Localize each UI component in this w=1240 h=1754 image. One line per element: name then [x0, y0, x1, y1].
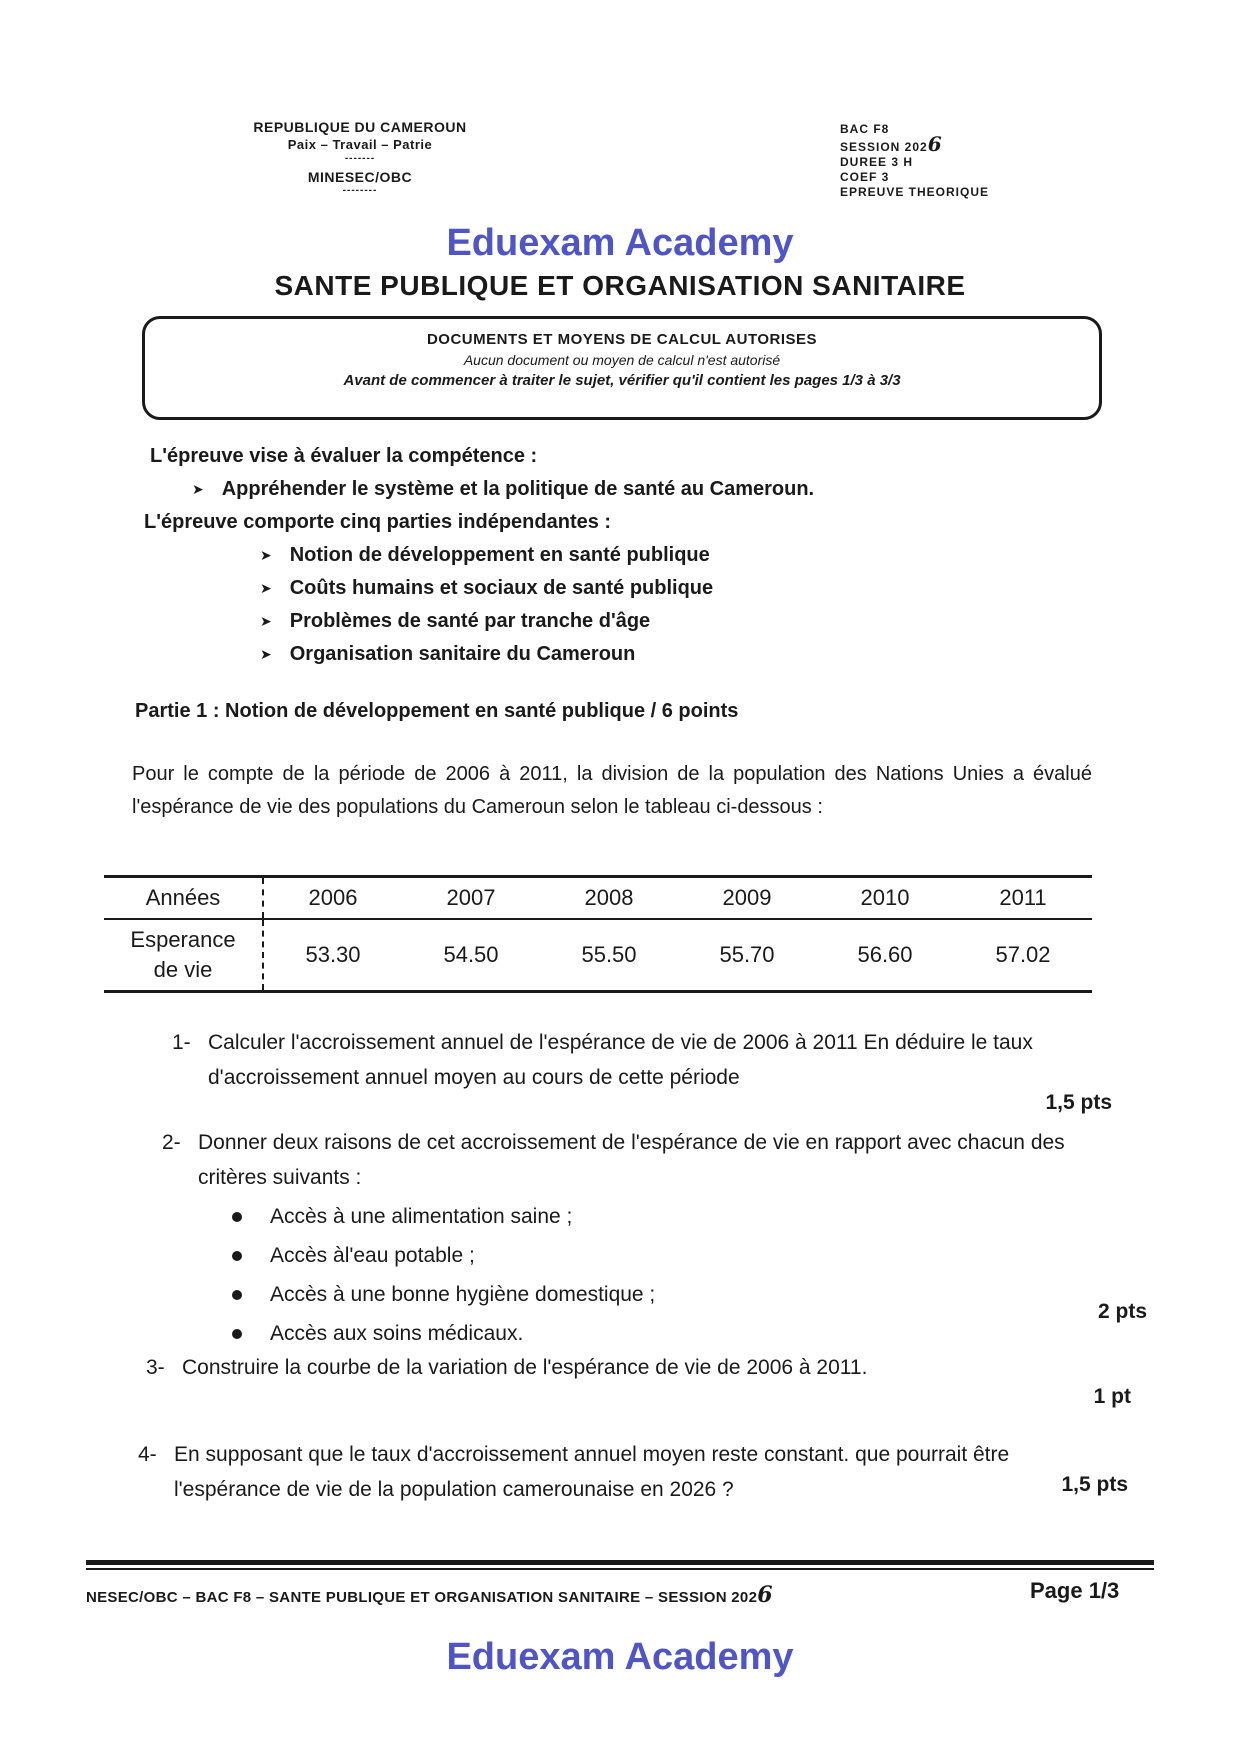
exam-name: BAC F8 — [840, 122, 890, 136]
question-text: Donner deux raisons de cet accroissement de l'espérance de vie en rapport avec chacun des critères suivants : — [198, 1131, 1065, 1189]
part-list-item — [150, 572, 1050, 605]
arrowhead-icon: ➤ — [260, 646, 272, 662]
documents-heading: DOCUMENTS ET MOYENS DE CALCUL AUTORISES — [426, 331, 818, 348]
exam-duration: DUREE 3 H — [840, 155, 914, 169]
footer-rule — [86, 1568, 1154, 1570]
question-points: 1 pt — [1093, 1385, 1131, 1408]
part-list-item — [150, 539, 1050, 572]
question-4 — [138, 1437, 1128, 1501]
separator: -------- — [342, 185, 378, 196]
question-points: 1,5 pts — [1061, 1473, 1128, 1496]
table-year-cell: 2009 — [678, 877, 816, 920]
table-value-cell: 57.02 — [954, 919, 1092, 992]
question-1 — [172, 1025, 1112, 1115]
footer-rule — [86, 1560, 1154, 1565]
criteria-text: Accès à une alimentation saine ; — [270, 1205, 573, 1228]
table-row — [104, 877, 1092, 920]
table-year-cell: 2011 — [954, 877, 1092, 920]
question-number: 1- — [172, 1031, 191, 1054]
part-name: Coûts humains et sociaux de santé publique — [289, 577, 714, 599]
pages-check-note: Avant de commencer à traiter le sujet, vérifier qu'il contient les pages 1/3 à 3/3 — [343, 372, 901, 389]
table-row — [104, 919, 1092, 992]
criteria-list — [162, 1197, 1147, 1353]
table-row-header-line: Esperance — [130, 927, 236, 952]
question-text: Calculer l'accroissement annuel de l'espérance de vie de 2006 à 2011 En déduire le taux d'accroissement annuel moyen au cours de cette période — [208, 1031, 1033, 1089]
question-body — [172, 1025, 1112, 1095]
documents-box — [142, 316, 1102, 420]
part-name: Notion de développement en santé publique — [289, 544, 710, 566]
part-list-item — [150, 638, 1050, 671]
header-left-block — [215, 118, 505, 196]
criteria-text: Accès à une bonne hygiène domestique ; — [270, 1283, 656, 1306]
table-year-cell: 2007 — [402, 877, 540, 920]
competence-item — [150, 473, 1050, 506]
footer-label: NESEC/OBC – BAC F8 – SANTE PUBLIQUE ET ORGANISATION SANITAIRE – SESSION 202 — [86, 1589, 758, 1606]
footer-text — [86, 1582, 773, 1608]
question-text: En supposant que le taux d'accroissement annuel moyen reste constant. que pourrait être l'espérance de vie de la population camerounaise en 2026 ? — [174, 1443, 1010, 1501]
question-number: 3- — [146, 1356, 165, 1379]
watermark-bottom: Eduexam Academy — [446, 1636, 794, 1678]
life-expectancy-table — [104, 875, 1092, 993]
ministry-name: MINESEC/OBC — [307, 169, 413, 185]
list-item — [232, 1300, 1147, 1353]
table-row-header-line: de vie — [153, 957, 213, 982]
bullet-icon — [232, 1251, 242, 1261]
question-number: 2- — [162, 1131, 181, 1154]
question-number: 4- — [138, 1443, 157, 1466]
country-name: REPUBLIQUE DU CAMEROUN — [253, 119, 467, 135]
question-points: 2 pts — [1097, 1300, 1147, 1323]
watermark-top: Eduexam Academy — [446, 222, 794, 264]
separator: ------- — [344, 153, 376, 164]
arrowhead-icon: ➤ — [260, 580, 272, 596]
table-value-cell: 53.30 — [263, 919, 402, 992]
table-value-cell: 55.70 — [678, 919, 816, 992]
arrowhead-icon: ➤ — [260, 547, 272, 563]
session-label: SESSION 202 — [840, 140, 928, 154]
exam-coefficient: COEF 3 — [840, 170, 890, 184]
header-right-block — [840, 122, 989, 200]
exam-type: EPREUVE THEORIQUE — [840, 185, 990, 199]
competence-lead: L'épreuve vise à évaluer la compétence : — [150, 445, 538, 467]
part-name: Problèmes de santé par tranche d'âge — [289, 610, 651, 632]
question-text: Construire la courbe de la variation de l'espérance de vie de 2006 à 2011. — [182, 1356, 868, 1379]
bullet-icon — [232, 1329, 242, 1339]
national-motto: Paix – Travail – Patrie — [287, 137, 433, 152]
list-item — [232, 1236, 1137, 1275]
table-value-cell: 54.50 — [402, 919, 540, 992]
table-value-cell: 56.60 — [816, 919, 954, 992]
part1-title: Partie 1 : Notion de développement en santé publique / 6 points — [135, 700, 739, 722]
question-points: 1,5 pts — [1045, 1091, 1112, 1114]
criteria-text: Accès aux soins médicaux. — [270, 1322, 524, 1345]
criteria-text: Accès àl'eau potable ; — [270, 1244, 475, 1267]
question-body — [146, 1350, 1131, 1385]
part-name: Organisation sanitaire du Cameroun — [289, 643, 636, 665]
list-item — [232, 1197, 1137, 1236]
arrowhead-icon: ➤ — [260, 613, 272, 629]
arrowhead-icon: ➤ — [192, 481, 204, 497]
part1-paragraph: Pour le compte de la période de 2006 à 2011, la division de la population des Nations Unies a évalué l'espérance de vie des populations du Cameroun selon le tableau ci-dessous : — [132, 763, 1092, 818]
table-year-cell: 2010 — [816, 877, 954, 920]
page-number: Page 1/3 — [1030, 1578, 1120, 1603]
footer-handwritten-digit: 6 — [757, 1582, 773, 1608]
table-year-cell: 2008 — [540, 877, 678, 920]
bullet-icon — [232, 1290, 242, 1300]
table-row-header: Années — [104, 877, 263, 920]
question-3 — [146, 1350, 1131, 1409]
question-body — [138, 1437, 1128, 1507]
table-value-cell: 55.50 — [540, 919, 678, 992]
question-2 — [162, 1125, 1147, 1353]
exam-session — [840, 132, 989, 156]
competence-text: Appréhender le système et la politique de santé au Cameroun. — [221, 478, 815, 500]
page-title: SANTE PUBLIQUE ET ORGANISATION SANITAIRE — [274, 270, 966, 301]
table-year-cell: 2006 — [263, 877, 402, 920]
part-list-item — [150, 605, 1050, 638]
session-handwritten-digit: 6 — [927, 132, 943, 156]
list-item — [232, 1275, 1137, 1314]
question-body — [162, 1125, 1137, 1195]
documents-rule: Aucun document ou moyen de calcul n'est autorisé — [463, 352, 781, 368]
parts-lead: L'épreuve comporte cinq parties indépendantes : — [144, 511, 612, 533]
bullet-icon — [232, 1212, 242, 1222]
table-row-header — [104, 919, 263, 992]
exam-intro — [144, 440, 1050, 671]
